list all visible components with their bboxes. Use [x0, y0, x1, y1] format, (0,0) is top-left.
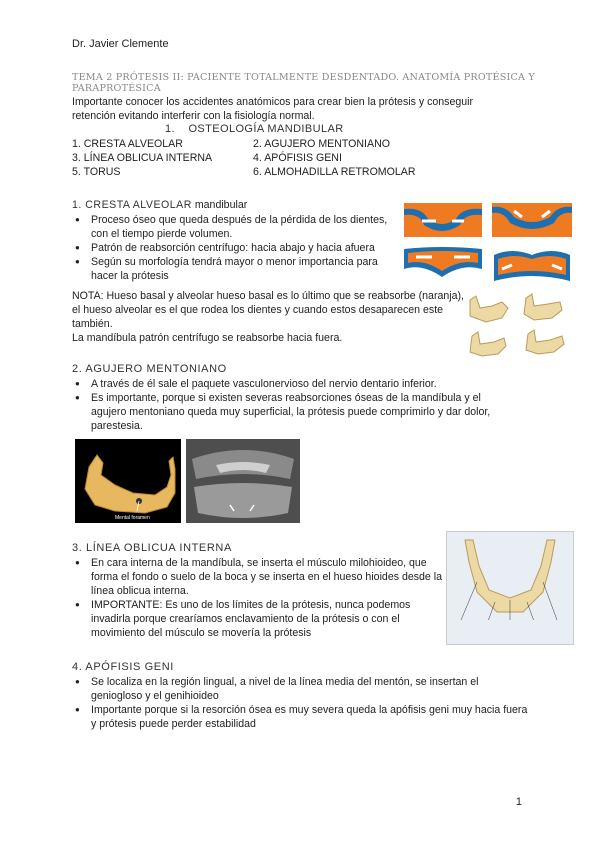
list-item: 5. TORUS	[72, 166, 121, 178]
section-cresta	[72, 199, 397, 283]
section-heading: 2. AGUJERO MENTONIANO	[72, 363, 227, 375]
list-item: ● En cara interna de la mandíbula, se inserta el músculo milohioideo, que forma el fondo o suelo de la boca y se inserta en el hueso hioides desde la línea oblicua interna.	[91, 556, 442, 598]
list-item: 6. ALMOHADILLA RETROMOLAR	[253, 166, 416, 178]
osteologia-number: 1.	[165, 123, 175, 135]
section-heading: 4. APÓFISIS GENI	[72, 661, 174, 673]
section-heading: 3. LÍNEA OBLICUA INTERNA	[72, 542, 232, 554]
list-item: 3. LÍNEA OBLICUA INTERNA	[72, 152, 213, 164]
list-item: ● IMPORTANTE: Es uno de los límites de la prótesis, nunca podemos invadirla porque crearíamos enclavamiento de la prótesis o con el movimiento del músculo se movería la prótesis	[91, 598, 442, 640]
cresta-heading	[72, 199, 397, 211]
list-item: 1. CRESTA ALVEOLAR	[72, 138, 183, 150]
cresta-bullets	[72, 213, 397, 283]
mandible-illustration	[75, 439, 181, 523]
intro-paragraph: Importante conocer los accidentes anatómicos para crear bien la prótesis y conseguir retención evitando interferir con la fisiología normal.	[72, 96, 474, 122]
list-item: ● Importante porque si la resorción ósea es muy severa queda la apófisis geni muy hacia fuera y prótesis puede perder estabilidad	[91, 703, 532, 731]
cresta-note-2: La mandíbula patrón centrífugo se reabsorbe hacia fuera.	[72, 332, 343, 344]
document-author: Dr. Javier Clemente	[72, 38, 169, 50]
section-heading: 1. CRESTA ALVEOLAR	[72, 199, 192, 211]
xray-illustration	[186, 439, 300, 523]
section-heading-suffix: mandibular	[191, 199, 248, 211]
section-apofisis	[72, 661, 532, 731]
list-item: 4. APÓFISIS GENI	[253, 152, 342, 164]
list-item: ● Patrón de reabsorción centrífugo: hacia abajo y hacia afuera	[91, 241, 397, 255]
mandible-inner-view	[446, 531, 574, 645]
section-linea	[72, 542, 442, 640]
list-item: ● Según su morfología tendrá mayor o menor importancia para hacer la prótesis	[91, 255, 397, 283]
apofisis-bullets	[72, 675, 532, 731]
cresta-note: NOTA: Hueso basal y alveolar hueso basal es lo último que se reabsorbe (naranja), el hueso alveolar es el que rodea los dientes y cuando estos desaparecen este también.	[72, 290, 464, 330]
list-item: ● Es importante, porque si existen severas reabsorciones óseas de la mandíbula y el agujero mentoniano queda muy superficial, la prótesis puede comprimirlo y dar dolor, parestesia.	[91, 391, 512, 433]
page-number: 1	[515, 796, 522, 808]
mandible-photo	[75, 439, 181, 523]
mandible-resorption-stages	[462, 290, 578, 362]
linea-bullets	[72, 556, 442, 640]
list-item: ● Se localiza en la región lingual, a nivel de la línea media del mentón, se insertan el geniogloso y el genihioideo	[91, 675, 532, 703]
mandible-inner-illustration	[447, 532, 573, 644]
list-item: 2. AGUJERO MENTONIANO	[253, 138, 390, 150]
osteologia-list	[72, 137, 472, 179]
tema-title: TEMA 2 PRÓTESIS II: PACIENTE TOTALMENTE DESDENTADO. ANATOMÍA PROTÉSICA Y PARAPROTÉSICA	[72, 72, 535, 94]
list-item: ● Proceso óseo que queda después de la pérdida de los dientes, con el tiempo pierde volumen.	[91, 213, 397, 241]
resorption-diagram	[402, 197, 574, 289]
agujero-bullets	[72, 377, 512, 433]
image-caption: Mental foramen	[115, 515, 150, 521]
list-item: ● A través de él sale el paquete vasculonervioso del nervio dentario inferior.	[91, 377, 512, 391]
section-agujero	[72, 363, 512, 433]
osteologia-heading	[165, 123, 344, 135]
osteologia-title: OSTEOLOGÍA MANDIBULAR	[188, 123, 344, 135]
panoramic-xray	[186, 439, 300, 523]
